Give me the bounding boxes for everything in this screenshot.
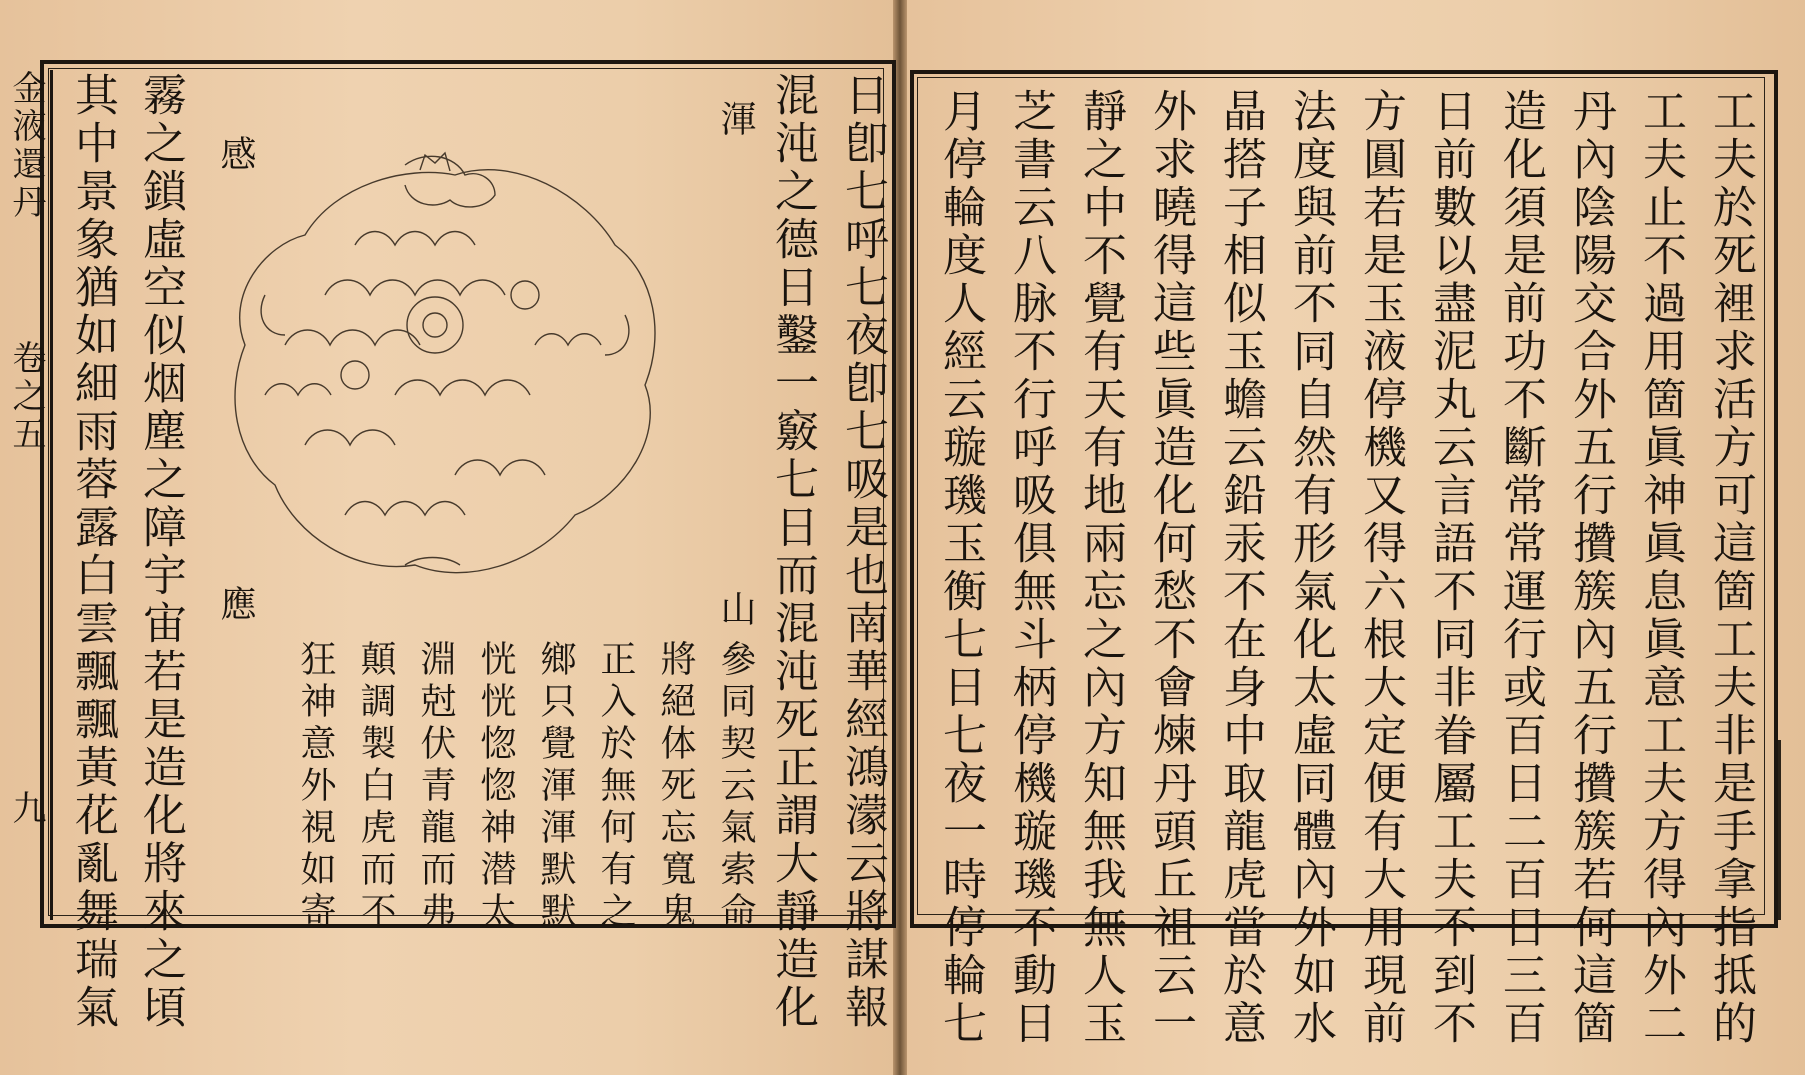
verse-top-char: 渾	[715, 100, 756, 142]
right-text-column: 月停輪度人經云璇璣玉衡七日七夜一時停輪七	[935, 88, 986, 1048]
right-text-column: 日前數以盡泥丸云言語不同非眷屬工夫不到不	[1425, 88, 1476, 1048]
right-text-column: 芝書云八脉不行呼吸俱無斗柄停機璇璣不動日	[1005, 88, 1056, 1048]
verse-column: 山	[715, 590, 756, 632]
right-text-column: 外求曉得這些眞造化何愁不會煉丹頭丘祖云一	[1145, 88, 1196, 1048]
right-text-column: 方圓若是玉液停機又得六根大定便有大用現前	[1355, 88, 1406, 1048]
verse-column: 參同契云氣索命	[715, 640, 756, 934]
right-text-column: 工夫止不過用箇眞神眞息眞意工夫方得內外二	[1635, 88, 1686, 1048]
right-text-column: 晶搭子相似玉蟾云鉛汞不在身中取龍虎當於意	[1215, 88, 1266, 1048]
verse-column: 鄉只覺渾渾默默	[535, 640, 576, 934]
edge-rule	[1778, 740, 1781, 920]
banxin-juan: 卷之五	[6, 340, 46, 454]
right-text-column: 靜之中不覺有天有地兩忘之內方知無我無人玉	[1075, 88, 1126, 1048]
heading-gan: 感	[215, 135, 256, 177]
heading-ying: 應	[215, 585, 256, 627]
right-text-column: 法度與前不同自然有形氣化太虛同體內外如水	[1285, 88, 1336, 1048]
left-text-column: 日卽七呼七夜卽七吸是也南華經鴻濛云將謀報	[837, 72, 888, 1032]
verse-column: 恍恍惚惚神潜太	[475, 640, 516, 934]
right-text-column: 造化須是前功不斷常常運行或百日二百日三百	[1495, 88, 1546, 1048]
left-text-column: 其中景象猶如細雨蓉露白雲飄飄黃花亂舞瑞氣	[67, 72, 118, 1032]
right-text-column: 丹內陰陽交合外五行攢簇內五行攢簇若何這箇	[1565, 88, 1616, 1048]
verse-column: 將絕体死忘寬鬼	[655, 640, 696, 934]
left-text-column: 霧之鎖虛空似烟塵之障宇宙若是造化將來之頃	[135, 72, 186, 1032]
verse-column: 顛調製白虎而不	[355, 640, 396, 934]
verse-column: 淵尅伏青龍而弗	[415, 640, 456, 934]
banxin-strip	[0, 70, 53, 920]
banxin-title: 金液還丹	[6, 70, 46, 222]
verse-column: 狂神意外視如寄	[295, 640, 336, 934]
banxin-page-number: 九	[6, 790, 46, 828]
right-text-column: 工夫於死裡求活方可這箇工夫非是手拿指抵的	[1705, 88, 1756, 1048]
left-text-column: 混沌之德日鑿一竅七日而混沌死正謂大靜造化	[767, 72, 818, 1032]
verse-column: 正入於無何有之	[595, 640, 636, 934]
celestial-cloud-illustration	[205, 95, 680, 615]
